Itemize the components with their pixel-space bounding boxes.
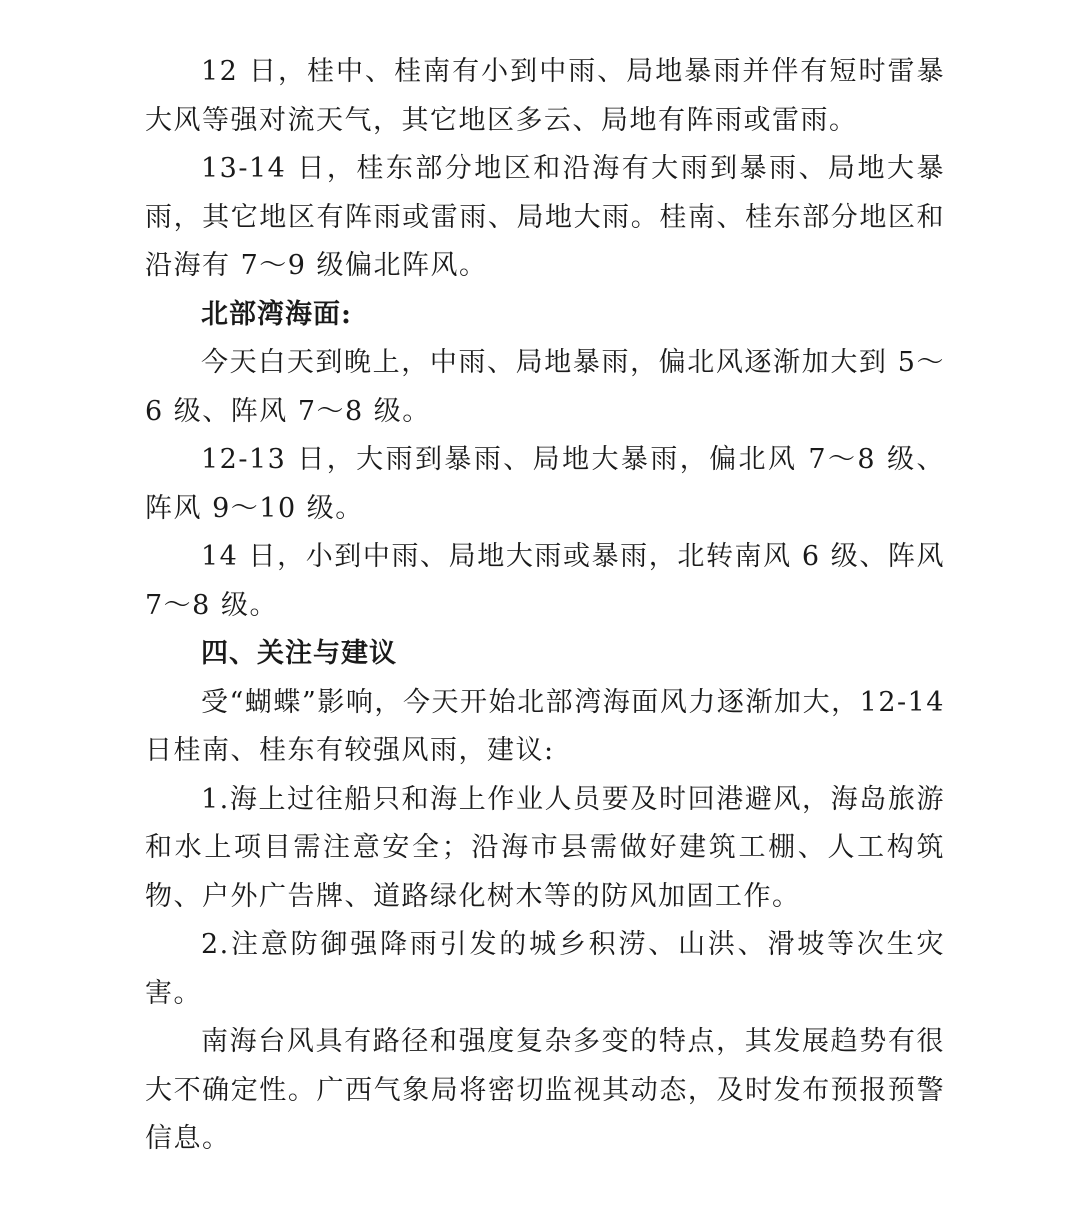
section-heading-advice: 四、关注与建议 bbox=[201, 638, 397, 669]
advice-intro: 受“蝴蝶”影响，今天开始北部湾海面风力逐渐加大，12-14 日桂南、桂东有较强风雨，建议: bbox=[145, 686, 945, 766]
gulf-forecast-today: 今天白天到晚上，中雨、局地暴雨，偏北风逐渐加大到 5～6 级、阵风 7～8 级。 bbox=[145, 347, 945, 427]
closing-paragraph: 南海台风具有路径和强度复杂多变的特点，其发展趋势有很大不确定性。广西气象局将密切监视其动态，及时发布预报预警信息。 bbox=[145, 1026, 945, 1154]
advice-item-2: 2.注意防御强降雨引发的城乡积涝、山洪、滑坡等次生灾害。 bbox=[145, 929, 945, 1009]
advice-item-1: 1.海上过往船只和海上作业人员要及时回港避风，海岛旅游和水上项目需注意安全；沿海市县需做好建筑工棚、人工构筑物、户外广告牌、道路绿化树木等的防风加固工作。 bbox=[145, 783, 945, 912]
forecast-day-13-14: 13-14 日，桂东部分地区和沿海有大雨到暴雨、局地大暴雨，其它地区有阵雨或雷雨、局地大雨。桂南、桂东部分地区和沿海有 7～9 级偏北阵风。 bbox=[145, 153, 945, 281]
document-page bbox=[145, 48, 945, 1164]
section-heading-beibu-gulf: 北部湾海面: bbox=[201, 298, 352, 330]
gulf-forecast-day-14: 14 日，小到中雨、局地大雨或暴雨，北转南风 6 级、阵风 7～8 级。 bbox=[145, 541, 945, 621]
forecast-day-12: 12 日，桂中、桂南有小到中雨、局地暴雨并伴有短时雷暴大风等强对流天气，其它地区多云、局地有阵雨或雷雨。 bbox=[145, 56, 945, 136]
gulf-forecast-day-12-13: 12-13 日，大雨到暴雨、局地大暴雨，偏北风 7～8 级、阵风 9～10 级。 bbox=[145, 444, 945, 524]
